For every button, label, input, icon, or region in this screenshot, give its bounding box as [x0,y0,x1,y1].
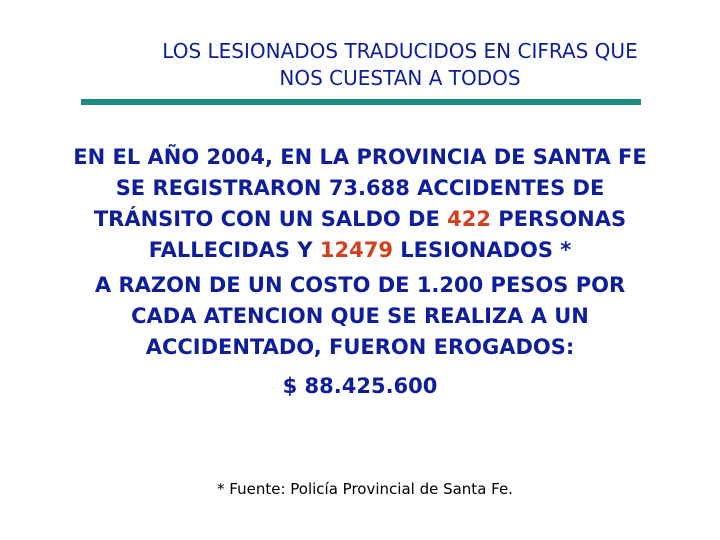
deaths-count: 422 [447,207,491,231]
statistics-line-4-prefix: FALLECIDAS Y [148,238,320,262]
statistics-line-3-prefix: TRÁNSITO CON UN SALDO DE [93,207,448,231]
accident-statistics-paragraph [40,142,680,266]
title-line-1: LOS LESIONADOS TRADUCIDOS EN CIFRAS QUE [162,39,638,63]
cost-line-3: ACCIDENTADO, FUERON EROGADOS: [145,335,575,359]
cost-paragraph [40,270,680,363]
title-line-2: NOS CUESTAN A TODOS [279,66,521,90]
statistics-line-1: EN EL AÑO 2004, EN LA PROVINCIA DE SANTA FE [73,145,647,169]
statistics-line-3-suffix: PERSONAS [490,207,627,231]
cost-line-1: A RAZON DE UN COSTO DE 1.200 PESOS POR [94,273,626,297]
statistics-line-4 [40,235,680,266]
statistics-line-2: SE REGISTRARON 73.688 ACCIDENTES DE [115,176,605,200]
source-footnote: * Fuente: Policía Provincial de Santa Fe. [217,480,513,498]
cost-line-2: CADA ATENCION QUE SE REALIZA A UN [131,304,589,328]
statistics-line-4-suffix: LESIONADOS * [392,238,572,262]
injured-count: 12479 [319,238,393,262]
total-amount: $ 88.425.600 [282,374,438,398]
slide-title [100,38,700,92]
title-underline-rule [81,99,641,105]
statistics-line-3 [40,204,680,235]
